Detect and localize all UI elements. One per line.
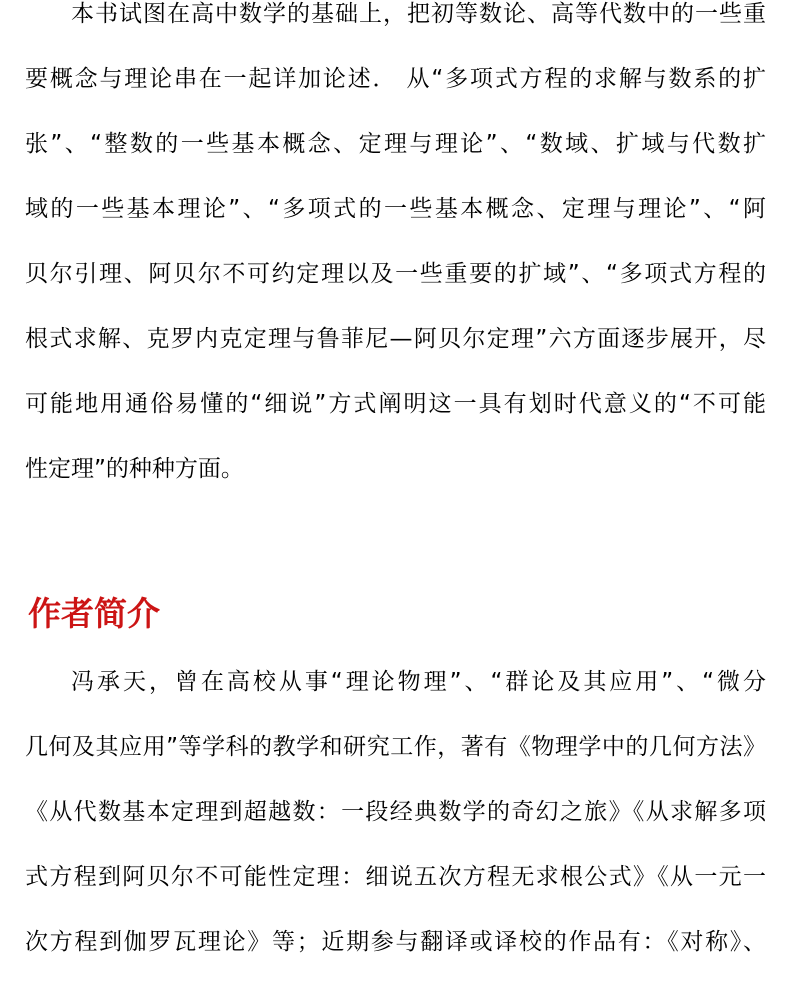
text-line: 式方程到阿贝尔不可能性定理：细说五次方程无求根公式》《从一元一 [25,864,766,890]
text-line: 可能地用通俗易懂的“细说”方式阐明这一具有划时代意义的“不可能 [25,391,766,417]
author-section-heading: 作者简介 [28,594,160,633]
text-line: 域的一些基本理论”、“多项式的一些基本概念、定理与理论”、“阿 [25,196,766,222]
text-line: 几何及其应用”等学科的教学和研究工作，著有《物理学中的几何方法》 [25,734,766,760]
text-line: 贝尔引理、阿贝尔不可约定理以及一些重要的扩域”、“多项式方程的 [25,261,766,287]
text-line: 根式求解、克罗内克定理与鲁菲尼—阿贝尔定理”六方面逐步展开，尽 [25,326,766,352]
text-line: 《从代数基本定理到超越数：一段经典数学的奇幻之旅》《从求解多项 [25,799,766,825]
text-line: 张”、“整数的一些基本概念、定理与理论”、“数域、扩域与代数扩 [25,131,766,157]
text-line: 次方程到伽罗瓦理论》等；近期参与翻译或译校的作品有：《对称》、 [25,929,766,955]
text-line: 性定理”的种种方面。 [25,456,244,482]
text-line: 要概念与理论串在一起详加论述． 从“多项式方程的求解与数系的扩 [25,66,766,92]
text-line: 本书试图在高中数学的基础上，把初等数论、高等代数中的一些重 [71,1,766,27]
content-intro-paragraph [25,0,766,502]
text-line: 冯承天，曾在高校从事“理论物理”、“群论及其应用”、“微分 [71,669,766,695]
author-intro-paragraph [25,650,766,975]
